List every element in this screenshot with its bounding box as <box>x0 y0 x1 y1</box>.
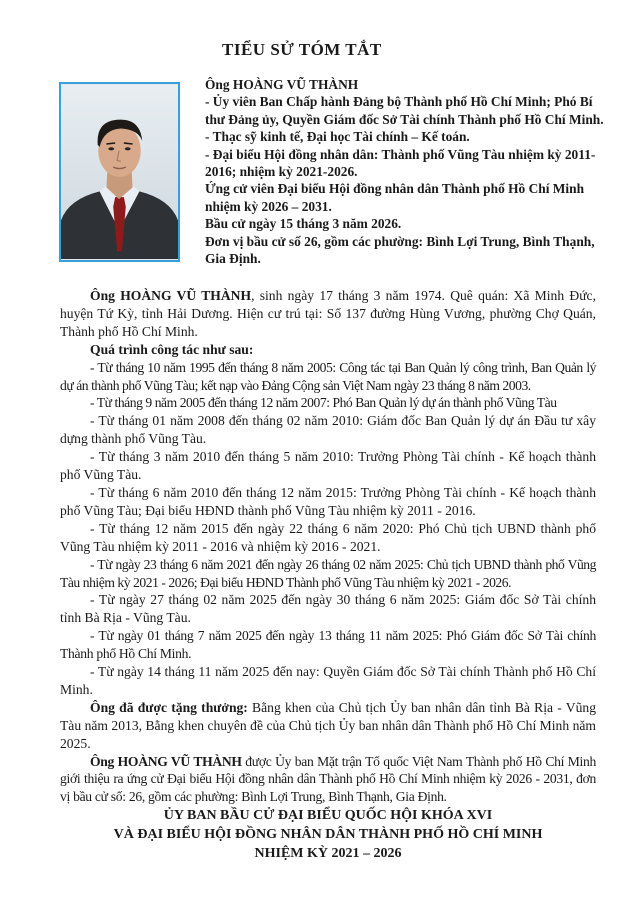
work-item: - Từ tháng 12 năm 2015 đến ngày 22 tháng 6 năm 2020: Phó Chủ tịch UBND thành phố Vũng Tàu nhiệm kỳ 2011 - 2016 và nhiệm kỳ 2016 - 2021. <box>60 520 596 554</box>
summary-name-line: Ông HOÀNG VŨ THÀNH <box>205 77 359 92</box>
committee-line-3: NHIỆM KỲ 2021 – 2026 <box>254 846 402 861</box>
summary-item: - Đại biểu Hội đồng nhân dân: Thành phố Vũng Tàu nhiệm kỳ 2011-2016; nhiệm kỳ 2021-2026. <box>205 146 596 180</box>
bio-intro <box>60 287 596 341</box>
work-item: - Từ ngày 01 tháng 7 năm 2025 đến ngày 13 tháng 11 năm 2025: Phó Giám đốc Sở Tài chính Thành phố Hồ Chí Minh. <box>60 628 596 662</box>
work-item: - Từ ngày 27 tháng 02 năm 2025 đến ngày 30 tháng 6 năm 2025: Giám đốc Sở Tài chính tỉnh Bà Rịa - Vũng Tàu. <box>60 592 596 626</box>
document-title: TIỂU SỬ TÓM TẮT <box>222 40 382 59</box>
bio-intro-name: Ông HOÀNG VŨ THÀNH <box>90 288 252 303</box>
work-item: - Từ tháng 6 năm 2010 đến tháng 12 năm 2015: Trưởng Phòng Tài chính - Kế hoạch thành phố Vũng Tàu; Đại biểu HĐND thành phố Vũng Tàu nhiệm kỳ 2011 - 2016. <box>60 484 596 518</box>
committee-line-2: VÀ ĐẠI BIỂU HỘI ĐỒNG NHÂN DÂN THÀNH PHỐ HỒ CHÍ MINH <box>113 827 543 842</box>
awards-label: Ông đã được tặng thưởng: <box>90 699 248 715</box>
candidate-summary <box>205 76 609 267</box>
nomination-closing <box>60 753 596 807</box>
summary-item: Ứng cử viên Đại biểu Hội đồng nhân dân Thành phố Hồ Chí Minh nhiệm kỳ 2026 – 2031. <box>205 181 585 214</box>
awards <box>60 699 596 753</box>
work-item: - Từ ngày 23 tháng 6 năm 2021 đến ngày 26 tháng 02 năm 2025: Chủ tịch UBND thành phố Vũng Tàu nhiệm kỳ 2021 - 2026; Đại biểu HĐND Thành phố Vũng Tàu nhiệm kỳ 2021 - 2026. <box>60 556 596 590</box>
committee-line-1: ỦY BAN BẦU CỬ ĐẠI BIỂU QUỐC HỘI KHÓA XVI <box>163 808 493 823</box>
work-item: - Từ tháng 10 năm 1995 đến tháng 8 năm 2005: Công tác tại Ban Quản lý công trình, Ban Quản lý dự án thành phố Vũng Tàu; kết nạp vào Đảng Cộng sản Việt Nam ngày 23 tháng 8 năm 2003. <box>60 359 596 393</box>
work-heading: Quá trình công tác như sau: <box>90 341 254 357</box>
summary-item: Bầu cử ngày 15 tháng 3 năm 2026. <box>205 216 402 232</box>
summary-item: - Ủy viên Ban Chấp hành Đảng bộ Thành phố Hồ Chí Minh; Phó Bí thư Đảng ủy, Quyền Giám đốc Sở Tài chính Thành phố Hồ Chí Minh. <box>205 94 604 127</box>
work-item: - Từ tháng 01 năm 2008 đến tháng 02 năm 2010: Giám đốc Ban Quản lý dự án Đầu tư xây dựng thành phố Vũng Tàu. <box>60 413 596 447</box>
bio-intro-text: , sinh ngày 17 tháng 3 năm 1974. Quê quán: Xã Minh Đức, huyện Tứ Kỳ, tỉnh Hải Dương. Hiện cư trú tại: Số 137 đường Hùng Vương, phường Chợ Quán, Thành phố Hồ Chí Minh. <box>60 288 596 339</box>
candidate-portrait-icon <box>61 84 178 260</box>
awards-text: Bằng khen của Chủ tịch Ủy ban nhân dân tỉnh Bà Rịa - Vũng Tàu năm 2013, Bằng khen chuyên đề của Chủ tịch Ủy ban nhân dân Thành phố Hồ Chí Minh năm 2025. <box>60 699 596 751</box>
closing-text: được Ủy ban Mặt trận Tổ quốc Việt Nam Thành phố Hồ Chí Minh giới thiệu ra ứng cử Đại biểu Hội đồng nhân dân Thành phố Hồ Chí Minh nhiệm kỳ 2026 - 2031, đơn vị bầu cử số: 26, gồm các phường: Bình Lợi Trung, Bình Thạnh, Gia Định. <box>60 753 596 805</box>
summary-item: Đơn vị bầu cử số 26, gồm các phường: Bình Lợi Trung, Bình Thạnh, Gia Định. <box>205 233 595 267</box>
biography <box>60 287 596 806</box>
summary-item: - Thạc sỹ kinh tế, Đại học Tài chính – Kế toán. <box>205 129 470 145</box>
issuing-committee <box>60 806 596 863</box>
closing-name: Ông HOÀNG VŨ THÀNH <box>90 753 242 769</box>
work-item: - Từ tháng 3 năm 2010 đến tháng 5 năm 2010: Trưởng Phòng Tài chính - Kế hoạch thành phố Vũng Tàu. <box>60 449 596 483</box>
candidate-portrait-photo <box>59 82 180 262</box>
work-item: - Từ ngày 14 tháng 11 năm 2025 đến nay: Quyền Giám đốc Sở Tài chính Thành phố Hồ Chí Minh. <box>60 664 596 697</box>
work-item: - Từ tháng 9 năm 2005 đến tháng 12 năm 2007: Phó Ban Quản lý dự án thành phố Vũng Tàu <box>90 395 557 411</box>
